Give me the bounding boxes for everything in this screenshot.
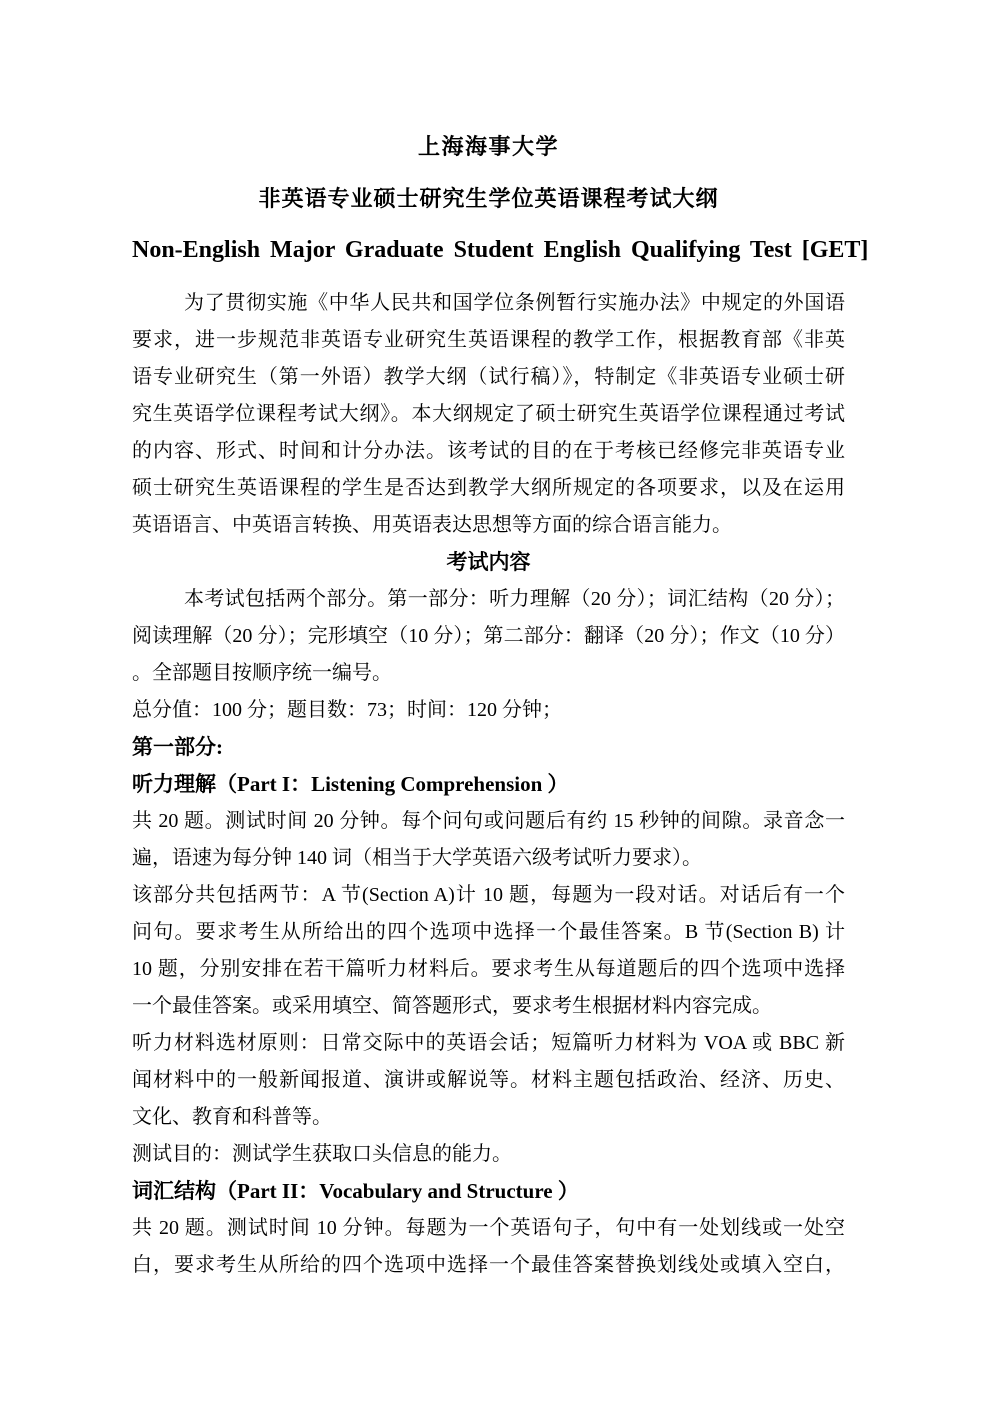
intro-paragraph-line: 硕士研究生英语课程的学生是否达到教学大纲所规定的各项要求，以及在运用: [132, 477, 845, 499]
part1-label: [132, 729, 845, 766]
intro-paragraph-line: 语专业研究生（第一外语）教学大纲（试行稿）》，特制定《非英语专业硕士研: [132, 366, 845, 388]
exam-overview-paragraph: [132, 581, 845, 692]
intro-paragraph-line: 究生英语学位课程考试大纲》。本大纲规定了硕士研究生英语学位课程通过考试: [132, 403, 845, 425]
listening-heading: [132, 766, 845, 803]
listening-materials-paragraph-line: 闻材料中的一般新闻报道、演讲或解说等。材料主题包括政治、经济、历史、: [132, 1069, 845, 1091]
syllabus-title-cn: 非英语专业硕士研究生学位英语课程考试大纲: [258, 186, 719, 211]
listening-materials-paragraph: [132, 1025, 845, 1136]
listening-heading-line: 听力理解（Part I：Listening Comprehension ）: [132, 772, 569, 796]
exam-content-heading-line: 考试内容: [446, 550, 531, 574]
intro-paragraph-line: 要求，进一步规范非英语专业研究生英语课程的教学工作，根据教育部《非英: [132, 329, 845, 351]
intro-paragraph-line: 英语语言、中英语言转换、用英语表达思想等方面的综合语言能力。: [132, 514, 732, 536]
listening-sections-paragraph-line: 10 题，分别安排在若干篇听力材料后。要求考生从每道题后的四个选项中选择: [132, 958, 845, 980]
vocabulary-heading: [132, 1173, 845, 1210]
listening-overview-paragraph-line: 共 20 题。测试时间 20 分钟。每个问句或问题后有约 15 秒钟的间隙。录音念一: [132, 810, 845, 832]
exam-content-heading: [132, 544, 845, 581]
score-summary-line-line: 总分值：100 分；题目数：73；时间：120 分钟；: [132, 699, 562, 721]
vocabulary-heading-line: 词汇结构（Part II：Vocabulary and Structure ）: [132, 1179, 579, 1203]
listening-purpose-line: [132, 1136, 845, 1173]
exam-overview-paragraph-line: 本考试包括两个部分。第一部分：听力理解（20 分）；词汇结构（20 分）；: [184, 588, 845, 610]
listening-overview-paragraph: [132, 803, 845, 877]
university-title: 上海海事大学: [417, 134, 559, 159]
exam-overview-paragraph-line: 阅读理解（20 分）；完形填空（10 分）；第二部分：翻译（20 分）；作文（10 分）: [132, 625, 845, 647]
listening-overview-paragraph-line: 遍，语速为每分钟 140 词（相当于大学英语六级考试听力要求）。: [132, 847, 702, 869]
syllabus-title-en: Non-English Major Graduate Student English Qualifying Test [GET]: [132, 237, 869, 263]
score-summary-line: [132, 692, 845, 729]
listening-sections-paragraph: [132, 877, 845, 1025]
vocabulary-overview-paragraph: [132, 1210, 845, 1284]
listening-sections-paragraph-line: 该部分共包括两节：A 节(Section A)计 10 题，每题为一段对话。对话后有一个: [132, 884, 845, 906]
document-body: [132, 285, 845, 1284]
exam-overview-paragraph-line: 。全部题目按顺序统一编号。: [132, 662, 392, 684]
vocabulary-overview-paragraph-line: 白，要求考生从所给的四个选项中选择一个最佳答案替换划线处或填入空白，: [132, 1254, 845, 1276]
part1-label-line: 第一部分:: [132, 735, 223, 759]
listening-materials-paragraph-line: 文化、教育和科普等。: [132, 1106, 332, 1128]
listening-sections-paragraph-line: 一个最佳答案。或采用填空、简答题形式，要求考生根据材料内容完成。: [132, 995, 772, 1017]
intro-paragraph-line: 的内容、形式、时间和计分办法。该考试的目的在于考核已经修完非英语专业: [132, 440, 845, 462]
listening-materials-paragraph-line: 听力材料选材原则：日常交际中的英语会话；短篇听力材料为 VOA 或 BBC 新: [132, 1032, 845, 1054]
document-header: [132, 128, 869, 269]
listening-sections-paragraph-line: 问句。要求考生从所给出的四个选项中选择一个最佳答案。B 节(Section B) 计: [132, 921, 845, 943]
intro-paragraph-line: 为了贯彻实施《中华人民共和国学位条例暂行实施办法》中规定的外国语: [184, 292, 845, 314]
vocabulary-overview-paragraph-line: 共 20 题。测试时间 10 分钟。每题为一个英语句子，句中有一处划线或一处空: [132, 1217, 845, 1239]
intro-paragraph: [132, 285, 845, 544]
listening-purpose-line-line: 测试目的：测试学生获取口头信息的能力。: [132, 1143, 512, 1165]
